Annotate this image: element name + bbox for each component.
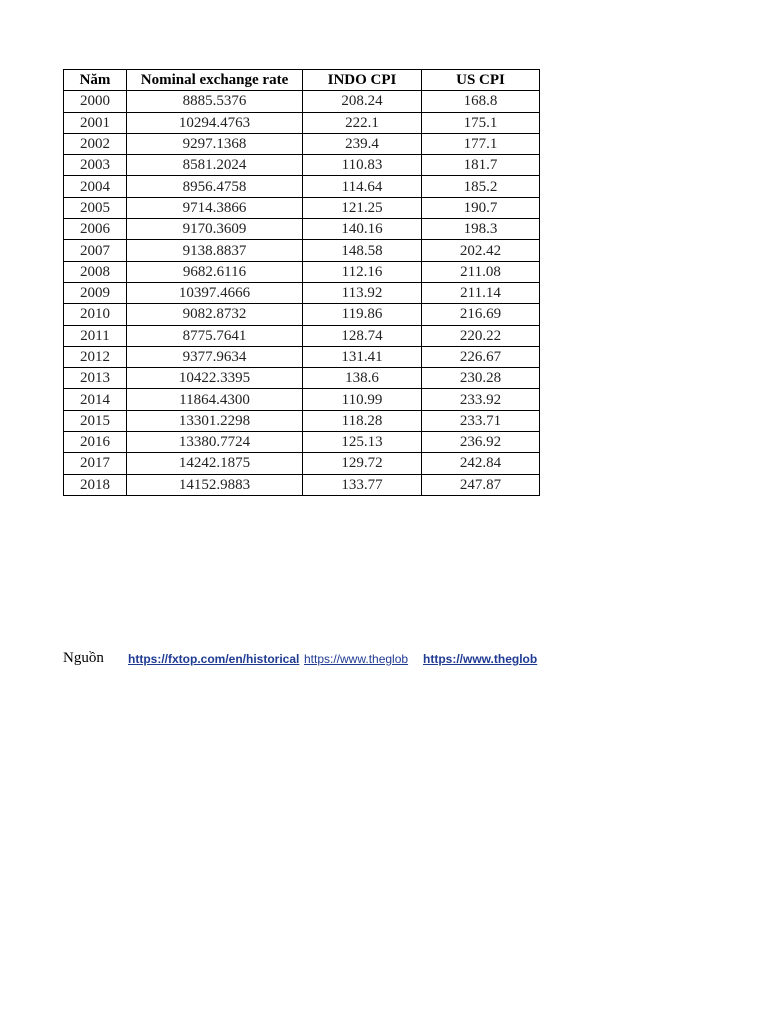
cell-year: 2006: [64, 219, 127, 240]
cell-exchange-rate: 9297.1368: [127, 133, 303, 154]
cell-exchange-rate: 8956.4758: [127, 176, 303, 197]
cell-indo-cpi: 138.6: [303, 368, 422, 389]
cell-year: 2016: [64, 432, 127, 453]
cell-indo-cpi: 112.16: [303, 261, 422, 282]
table-row: [64, 282, 540, 303]
table-row: [64, 91, 540, 112]
table-row: [64, 219, 540, 240]
cell-indo-cpi: 128.74: [303, 325, 422, 346]
cell-exchange-rate: 9170.3609: [127, 219, 303, 240]
cell-indo-cpi: 113.92: [303, 282, 422, 303]
cell-indo-cpi: 110.99: [303, 389, 422, 410]
table-row: [64, 368, 540, 389]
cell-exchange-rate: 11864.4300: [127, 389, 303, 410]
table-row: [64, 410, 540, 431]
header-exchange-rate: Nominal exchange rate: [127, 70, 303, 91]
cell-year: 2005: [64, 197, 127, 218]
cell-year: 2017: [64, 453, 127, 474]
cell-us-cpi: 226.67: [422, 346, 540, 367]
cell-us-cpi: 216.69: [422, 304, 540, 325]
cell-year: 2018: [64, 474, 127, 495]
source-link-fxtop[interactable]: https://fxtop.com/en/historical: [128, 652, 300, 666]
cell-indo-cpi: 119.86: [303, 304, 422, 325]
cell-year: 2008: [64, 261, 127, 282]
table-row: [64, 133, 540, 154]
cell-us-cpi: 190.7: [422, 197, 540, 218]
cell-year: 2009: [64, 282, 127, 303]
table-row: [64, 240, 540, 261]
cell-exchange-rate: 13380.7724: [127, 432, 303, 453]
table-row: [64, 176, 540, 197]
table-row: [64, 346, 540, 367]
cell-exchange-rate: 9082.8732: [127, 304, 303, 325]
cell-indo-cpi: 148.58: [303, 240, 422, 261]
cell-exchange-rate: 13301.2298: [127, 410, 303, 431]
table-row: [64, 432, 540, 453]
cell-exchange-rate: 14242.1875: [127, 453, 303, 474]
cell-year: 2012: [64, 346, 127, 367]
cell-us-cpi: 177.1: [422, 133, 540, 154]
cell-us-cpi: 198.3: [422, 219, 540, 240]
cell-us-cpi: 247.87: [422, 474, 540, 495]
source-label: Nguồn: [63, 650, 104, 666]
table-body: [64, 91, 540, 496]
cell-year: 2003: [64, 155, 127, 176]
cell-us-cpi: 220.22: [422, 325, 540, 346]
cell-us-cpi: 202.42: [422, 240, 540, 261]
table-row: [64, 304, 540, 325]
cell-indo-cpi: 125.13: [303, 432, 422, 453]
cell-indo-cpi: 239.4: [303, 133, 422, 154]
cell-year: 2000: [64, 91, 127, 112]
table-row: [64, 261, 540, 282]
header-row: [64, 70, 540, 91]
cell-indo-cpi: 208.24: [303, 91, 422, 112]
cell-us-cpi: 236.92: [422, 432, 540, 453]
cell-exchange-rate: 9682.6116: [127, 261, 303, 282]
cell-exchange-rate: 14152.9883: [127, 474, 303, 495]
cell-indo-cpi: 131.41: [303, 346, 422, 367]
cell-us-cpi: 181.7: [422, 155, 540, 176]
table-row: [64, 155, 540, 176]
cell-indo-cpi: 118.28: [303, 410, 422, 431]
source-row: [63, 648, 543, 670]
cell-exchange-rate: 10294.4763: [127, 112, 303, 133]
table-row: [64, 453, 540, 474]
cell-exchange-rate: 8581.2024: [127, 155, 303, 176]
cell-us-cpi: 185.2: [422, 176, 540, 197]
data-table: [63, 69, 540, 496]
cell-year: 2014: [64, 389, 127, 410]
header-us-cpi: US CPI: [422, 70, 540, 91]
cell-indo-cpi: 114.64: [303, 176, 422, 197]
cell-year: 2011: [64, 325, 127, 346]
table-row: [64, 474, 540, 495]
cell-us-cpi: 230.28: [422, 368, 540, 389]
table-row: [64, 389, 540, 410]
cell-exchange-rate: 9714.3866: [127, 197, 303, 218]
cell-indo-cpi: 222.1: [303, 112, 422, 133]
cell-us-cpi: 211.14: [422, 282, 540, 303]
cell-exchange-rate: 10397.4666: [127, 282, 303, 303]
cell-year: 2007: [64, 240, 127, 261]
cell-exchange-rate: 10422.3395: [127, 368, 303, 389]
cell-indo-cpi: 121.25: [303, 197, 422, 218]
table-row: [64, 325, 540, 346]
cell-exchange-rate: 9377.9634: [127, 346, 303, 367]
source-link-theglobaleconomy-2[interactable]: https://www.theglob: [423, 652, 538, 666]
cell-indo-cpi: 110.83: [303, 155, 422, 176]
cell-year: 2002: [64, 133, 127, 154]
cell-exchange-rate: 9138.8837: [127, 240, 303, 261]
cell-indo-cpi: 133.77: [303, 474, 422, 495]
cell-us-cpi: 168.8: [422, 91, 540, 112]
cell-year: 2015: [64, 410, 127, 431]
cell-year: 2013: [64, 368, 127, 389]
table-row: [64, 112, 540, 133]
cell-us-cpi: 233.92: [422, 389, 540, 410]
cell-us-cpi: 211.08: [422, 261, 540, 282]
cell-exchange-rate: 8885.5376: [127, 91, 303, 112]
cell-us-cpi: 242.84: [422, 453, 540, 474]
source-link-theglobaleconomy-1[interactable]: https://www.theglob: [304, 652, 409, 666]
cell-year: 2004: [64, 176, 127, 197]
cell-indo-cpi: 129.72: [303, 453, 422, 474]
cell-exchange-rate: 8775.7641: [127, 325, 303, 346]
header-year: Năm: [64, 70, 127, 91]
cell-us-cpi: 233.71: [422, 410, 540, 431]
cell-us-cpi: 175.1: [422, 112, 540, 133]
header-indo-cpi: INDO CPI: [303, 70, 422, 91]
cell-indo-cpi: 140.16: [303, 219, 422, 240]
table-row: [64, 197, 540, 218]
cell-year: 2001: [64, 112, 127, 133]
cell-year: 2010: [64, 304, 127, 325]
